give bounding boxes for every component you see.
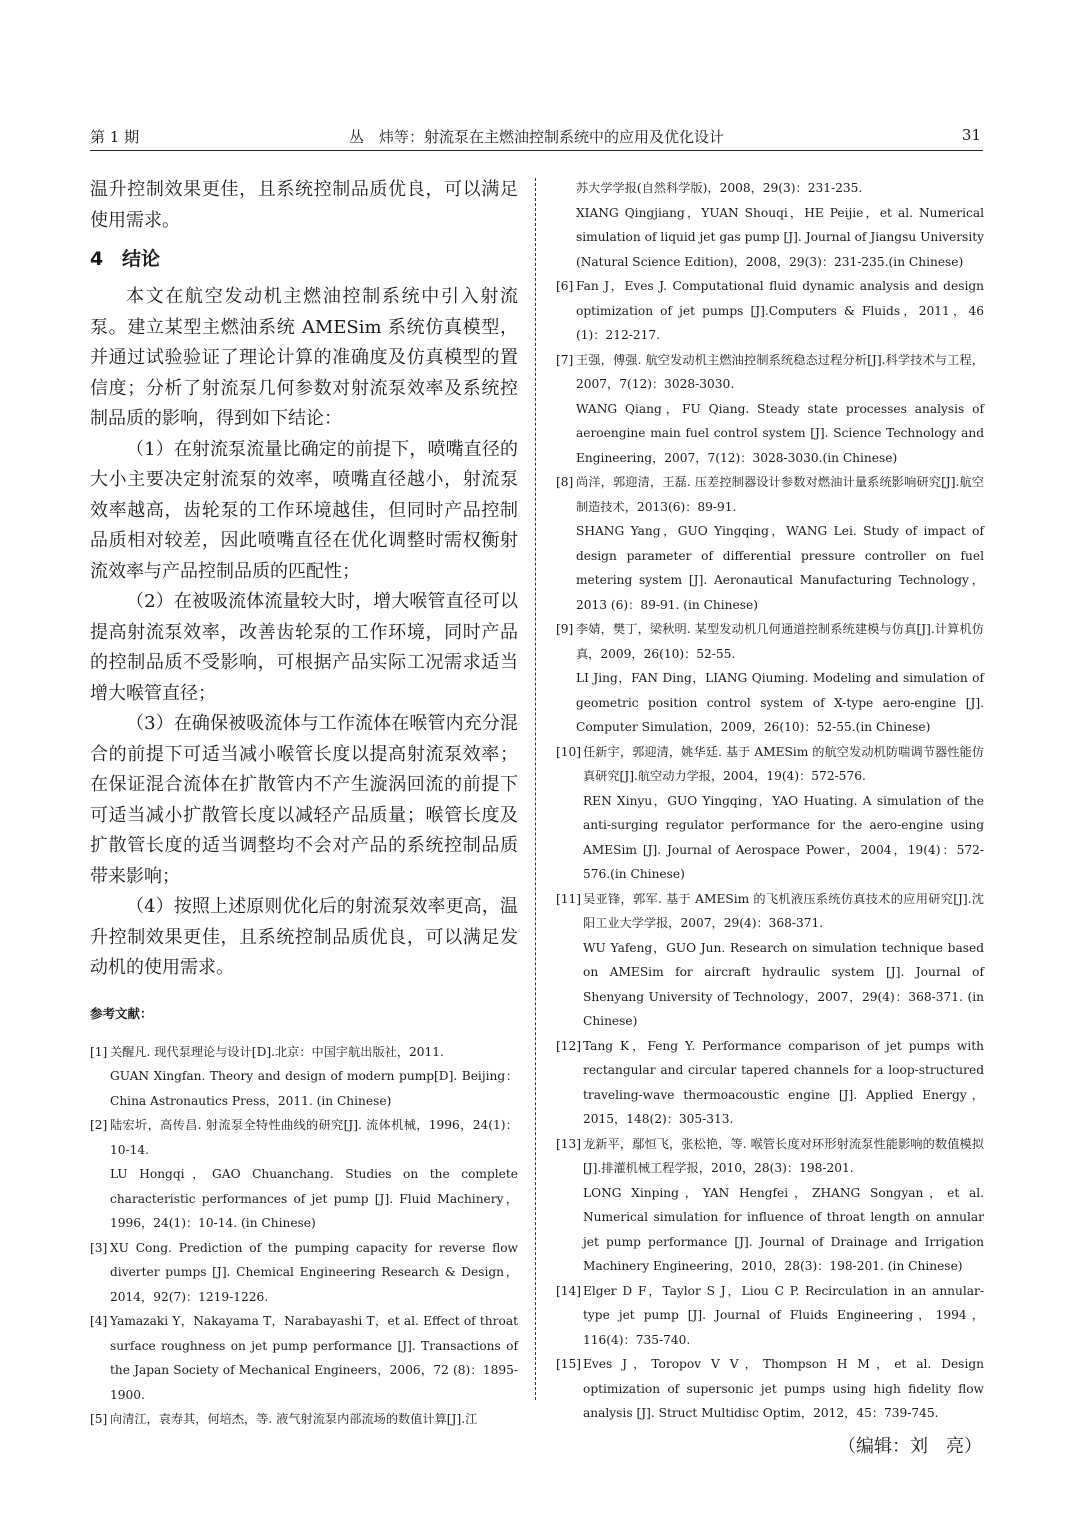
reference-item (556, 1352, 984, 1426)
reference-number: [12] (556, 1038, 582, 1053)
reference-item (90, 1309, 518, 1407)
reference-number: [9] (556, 622, 574, 636)
reference-item (90, 1113, 518, 1236)
section-title: 结论 (122, 248, 161, 270)
reference-item (556, 887, 984, 1034)
reference-citation (556, 470, 984, 519)
reference-text: 李婧，樊丁，梁秋明. 某型发动机几何通道控制系统建模与仿真[J].计算机仿真，2009，26(10)：52-55. (576, 622, 984, 661)
reference-number: [10] (556, 744, 582, 759)
running-header (90, 124, 983, 151)
reference-item (90, 1407, 518, 1432)
reference-item (556, 176, 984, 274)
reference-text: 王强，傅强. 航空发动机主燃油控制系统稳态过程分析[J].科学技术与工程，2007，7(12)：3028-3030. (576, 352, 984, 391)
reference-text: Yamazaki Y，Nakayama T，Narabayashi T，et al. Effect of throat surface roughness on jet pump performance [J]. Transactions of the Japan Society of Mechanical Engineers，2006，72 (8)：1895-1900. (110, 1314, 518, 1402)
reference-number: [6] (556, 279, 574, 293)
references-list-right (556, 176, 984, 1426)
reference-citation (90, 1236, 518, 1310)
reference-item (556, 274, 984, 348)
reference-citation (556, 887, 984, 936)
reference-citation (556, 740, 984, 789)
running-title: 丛 炜等：射流泵在主燃油控制系统中的应用及优化设计 (348, 128, 724, 146)
reference-citation (90, 1040, 518, 1065)
reference-number: [3] (90, 1240, 108, 1255)
reference-text: 吴亚锋，郭军. 基于 AMESim 的飞机液压系统仿真技术的应用研究[J].沈阳工业大学学报，2007，29(4)：368-371. (583, 891, 984, 930)
reference-english: SHANG Yang，GUO Yingqing，WANG Lei. Study of impact of design parameter of differential pressure controller on fuel metering system [J]. Aeronautical Manufacturing Technology，2013 (6)：89-91. (in Chinese) (576, 524, 984, 612)
reference-number: [14] (556, 1283, 582, 1298)
editor-credit: （编辑：刘 亮） (838, 1435, 982, 1457)
reference-item (556, 1034, 984, 1132)
reference-english: WU Yafeng，GUO Jun. Research on simulation technique based on AMESim for aircraft hydraulic system [J]. Journal of Shenyang University of Technology，2007，29(4)：368-371. (in Chinese) (583, 940, 984, 1028)
reference-text: Elger D F，Taylor S J，Liou C P. Recirculation in an annular-type jet pump [J]. Journal of Fluids Engineering，1994，116(4)：735-740. (583, 1283, 984, 1347)
conclusion-paragraph: （3）在确保被吸流体与工作流体在喉管内充分混合的前提下可适当减小喉管长度以提高射流泵效率；在保证混合流体在扩散管内不产生漩涡回流的前提下可适当减小扩散管长度以减轻产品质量；喉管长度及扩散管长度的适当调整均不会对产品的系统控制品质带来影响； (90, 713, 518, 887)
reference-citation (90, 1407, 518, 1432)
reference-text: XU Cong. Prediction of the pumping capacity for reverse flow diverter pumps [J]. Chemical Engineering Research & Design，2014，92(7)：1219-1226. (110, 1240, 518, 1304)
issue-label: 第 1 期 (90, 128, 140, 146)
conclusion-paragraph: （1）在射流泵流量比确定的前提下，喷嘴直径的大小主要决定射流泵的效率，喷嘴直径越小，射流泵效率越高，齿轮泵的工作环境越佳，但同时产品控制品质相对较差，因此喷嘴直径在优化调整时需权衡射流效率与产品控制品质的匹配性； (90, 438, 518, 582)
reference-number: [11] (556, 891, 582, 906)
reference-text: 关醒凡. 现代泵理论与设计[D].北京：中国宇航出版社，2011. (110, 1044, 444, 1059)
reference-item (90, 1040, 518, 1114)
reference-number: [5] (90, 1412, 108, 1426)
column-divider (535, 178, 536, 1400)
reference-citation (90, 1113, 518, 1162)
reference-item (556, 348, 984, 471)
reference-number: [7] (556, 352, 574, 367)
left-column (90, 175, 518, 1432)
reference-number: [15] (556, 1357, 582, 1371)
reference-text: 尚洋，郭迎清，王磊. 压差控制器设计参数对燃油计量系统影响研究[J].航空制造技术，2013(6)：89-91. (576, 475, 984, 514)
reference-english: GUAN Xingfan. Theory and design of modern pump[D]. Beijing：China Astronautics Press，2011. (in Chinese) (110, 1069, 518, 1108)
reference-citation (556, 348, 984, 397)
right-column (556, 176, 984, 1458)
reference-item (556, 470, 984, 617)
reference-citation (556, 1352, 984, 1426)
references-heading: 参考文献： (90, 1005, 153, 1021)
reference-number: [1] (90, 1044, 108, 1059)
reference-item (90, 1236, 518, 1310)
reference-number: [2] (90, 1118, 108, 1132)
reference-citation (556, 176, 984, 201)
reference-number: [13] (556, 1136, 582, 1151)
reference-citation (556, 617, 984, 666)
reference-text: Tang K，Feng Y. Performance comparison of jet pumps with rectangular and circular tapered channels for a loop-structured traveling-wave thermoacoustic engine [J]. Applied Energy，2015，148(2)：305-313. (583, 1038, 984, 1126)
conclusion-paragraph: 本文在航空发动机主燃油控制系统中引入射流泵。建立某型主燃油系统 AMESim 系统仿真模型，并通过试验验证了理论计算的准确度及仿真模型的置信度；分析了射流泵几何参数对射流泵效率及系统控制品质的影响，得到如下结论： (90, 286, 518, 429)
reference-item (556, 617, 984, 740)
reference-item (556, 740, 984, 887)
section-heading (90, 244, 518, 274)
reference-text: 陆宏圻，高传昌. 射流泵全特性曲线的研究[J]. 流体机械，1996，24(1)：10-14. (110, 1118, 518, 1157)
reference-english: LI Jing，FAN Ding，LIANG Qiuming. Modeling and simulation of geometric position control system of X-type aero-engine [J]. Computer Simulation，2009，26(10)：52-55.(in Chinese) (576, 671, 984, 734)
reference-citation (556, 1034, 984, 1132)
conclusion-paragraph: （4）按照上述原则优化后的射流泵效率更高，温升控制效果更佳，且系统控制品质优良，可以满足发动机的使用需求。 (90, 896, 518, 978)
intro-paragraph: 温升控制效果更佳，且系统控制品质优良，可以满足使用需求。 (90, 179, 518, 231)
reference-text: 任新宇，郭迎清，姚华廷. 基于 AMESim 的航空发动机防喘调节器性能仿真研究[J].航空动力学报，2004，19(4)：572-576. (583, 744, 984, 783)
reference-text: Eves J，Toropov V V，Thompson H M，et al. Design optimization of supersonic jet pumps using high fidelity flow analysis [J]. Struct Multidisc Optim，2012，45：739-745. (583, 1357, 984, 1420)
reference-item (556, 1279, 984, 1353)
reference-text: 向清江，袁寿其，何培杰，等. 液气射流泵内部流场的数值计算[J].江 (110, 1412, 478, 1426)
reference-citation (556, 1279, 984, 1353)
reference-english: LU Hongqi，GAO Chuanchang. Studies on the complete characteristic performances of jet pump [J]. Fluid Machinery，1996，24(1)：10-14. (in Chinese) (110, 1167, 518, 1230)
reference-citation (90, 1309, 518, 1407)
reference-item (556, 1132, 984, 1279)
section-number: 4 (90, 248, 104, 270)
reference-english: LONG Xinping，YAN Hengfei，ZHANG Songyan，et al. Numerical simulation for influence of throat length on annular jet pump performance [J]. Journal of Drainage and Irrigation Machinery Engineering，2010，28(3)：198-201. (in Chinese) (583, 1185, 984, 1273)
reference-number: [8] (556, 475, 574, 489)
reference-citation (556, 1132, 984, 1181)
page-number: 31 (961, 126, 981, 144)
reference-english: XIANG Qingjiang，YUAN Shouqi，HE Peijie，et al. Numerical simulation of liquid jet gas pump [J]. Journal of Jiangsu University (Natural Science Edition)，2008，29(3)：231-235.(in Chinese) (576, 205, 984, 269)
references-list-left (90, 1040, 518, 1432)
reference-english: REN Xinyu，GUO Yingqing，YAO Huating. A simulation of the anti-surging regulator performance for the aero-engine using AMESim [J]. Journal of Aerospace Power，2004，19(4)：572-576.(in Chinese) (583, 793, 984, 881)
reference-text: 苏大学学报(自然科学版)，2008，29(3)：231-235. (576, 181, 863, 195)
reference-english: WANG Qiang，FU Qiang. Steady state processes analysis of aeroengine main fuel control system [J]. Science Technology and Engineering，2007，7(12)：3028-3030.(in Chinese) (576, 401, 984, 465)
reference-citation (556, 274, 984, 348)
reference-text: 龙新平，鄢恒飞，张松艳，等. 喉管长度对环形射流泵性能影响的数值模拟[J].排灌机械工程学报，2010，28(3)：198-201. (583, 1136, 984, 1175)
conclusion-paragraph: （2）在被吸流体流量较大时，增大喉管直径可以提高射流泵效率，改善齿轮泵的工作环境，同时产品的控制品质不受影响，可根据产品实际工况需求适当增大喉管直径； (90, 591, 518, 704)
reference-number: [4] (90, 1314, 108, 1328)
reference-text: Fan J，Eves J. Computational fluid dynamic analysis and design optimization of jet pumps [J].Computers & Fluids，2011，46 (1)：212-217. (576, 279, 984, 342)
